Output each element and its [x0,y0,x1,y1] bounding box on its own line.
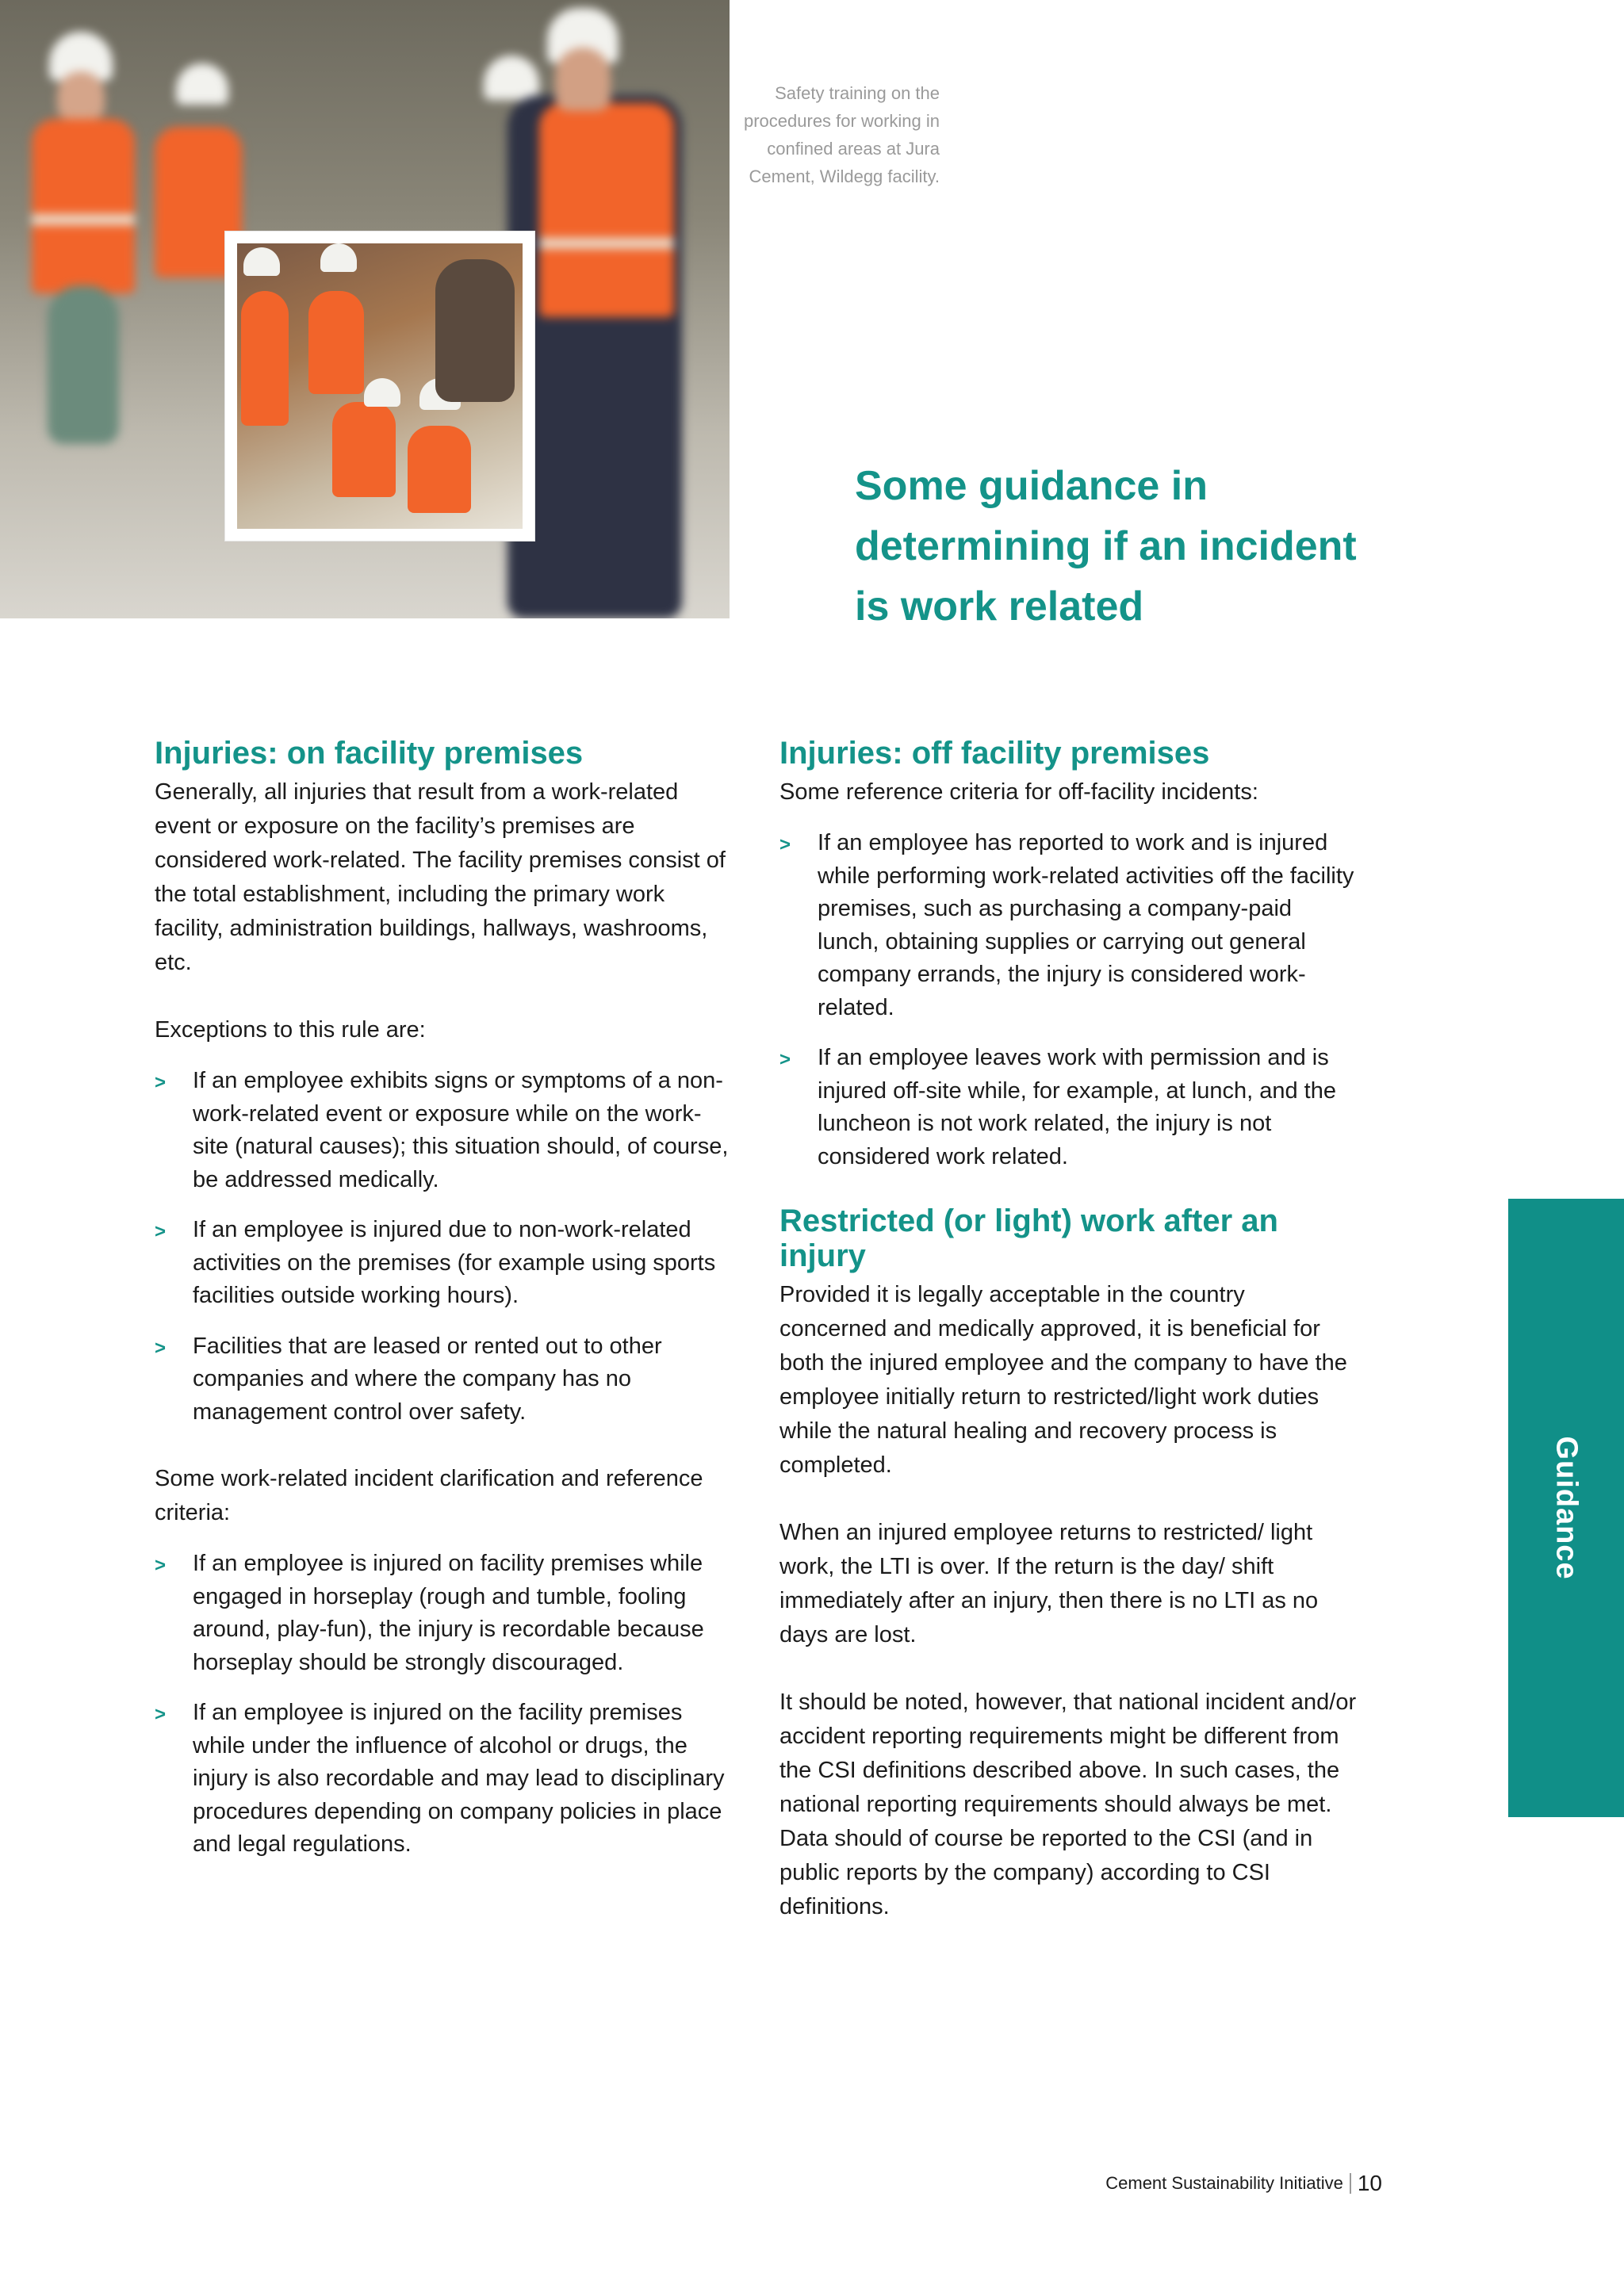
chevron-right-icon: > [779,1049,791,1070]
list-item-text: If an employee is injured on the facility premises while under the influence of alcohol or drugs, the injury is also recordable and may lead to disciplinary procedures depending on company policies in place and legal regulations. [193,1700,725,1857]
restricted-paragraph: It should be noted, however, that national incident and/or accident reporting requirements might be different from the CSI definitions described above. In such cases, the national reporting requirements should always be met. Data should of course be reported to the CSI (and in public reports by the company) according to CSI definitions. [779,1689,1357,1919]
chevron-right-icon: > [155,1221,167,1242]
page-number: 10 [1357,2171,1382,2195]
section-tab [1508,1199,1624,1817]
restricted-paragraph: Provided it is legally acceptable in the country concerned and medically approved, it is beneficial for both the injured employee and the company to have the employee initially return to restricted/light work duties while the natural healing and recovery process is completed. [779,1282,1347,1478]
list-item-text: If an employee is injured on facility premises while engaged in horseplay (rough and tumble, fooling around, play-fun), the injury is recordable because horseplay should be strongly discouraged. [193,1551,704,1675]
chevron-right-icon: > [779,834,791,855]
list-item [779,1042,1358,1173]
list-item-text: If an employee has reported to work and is injured while performing work-related activities off the facility premises, such as purchasing a company-paid lunch, obtaining supplies or carrying out general company errands, the injury is considered work-related. [818,830,1354,1020]
inset-photo-frame [225,232,534,541]
chevron-right-icon: > [155,1337,167,1359]
list-item [155,1697,733,1862]
list-item [779,827,1358,1024]
clarification-label: Some work-related incident clarification and reference criteria: [155,1466,703,1525]
list-item [155,1214,733,1313]
publication-name: Cement Sustainability Initiative [1105,2173,1343,2193]
list-item-text: If an employee exhibits signs or symptoms of a non-work-related event or exposure while on the work-site (natural causes); this situation should, of course, be addressed medically. [193,1068,729,1192]
inset-photo [237,243,523,529]
list-item-text: Facilities that are leased or rented out to other companies and where the company has no management control over safety. [193,1333,662,1425]
exceptions-label: Exceptions to this rule are: [155,1017,426,1043]
list-item [155,1330,733,1429]
page-headline: Some guidance in determining if an incident is work related [855,463,1357,629]
chevron-right-icon: > [155,1072,167,1093]
off-premises-intro: Some reference criteria for off-facility incidents: [779,779,1258,805]
off-premises-heading: Injuries: off facility premises [779,736,1210,771]
on-premises-heading: Injuries: on facility premises [155,736,584,771]
footer-divider [1350,2173,1351,2194]
chevron-right-icon: > [155,1704,167,1725]
chevron-right-icon: > [155,1555,167,1576]
restricted-paragraph: When an injured employee returns to restricted/ light work, the LTI is over. If the return is the day/ shift immediately after an injury, then there is no LTI as no days are lost. [779,1520,1319,1647]
list-item-text: If an employee leaves work with permission and is injured off-site while, for example, at lunch, and the luncheon is not work related, the injury is not considered work related. [818,1045,1336,1169]
photo-caption: Safety training on the procedures for working in confined areas at Jura Cement, Wildegg facility. [743,83,940,186]
list-item-text: If an employee is injured due to non-work-related activities on the premises (for example using sports facilities outside working hours). [193,1217,716,1308]
section-tab-label: Guidance [1549,1436,1584,1580]
page-footer [1105,2171,1382,2196]
right-column [779,736,1358,1957]
on-premises-intro: Generally, all injuries that result from a work-related event or exposure on the facility’s premises are considered work-related. The facility premises consist of the total establishment, including the primary work facility, administration buildings, hallways, washrooms, etc. [155,779,726,975]
list-item [155,1065,733,1196]
left-column [155,736,733,1879]
restricted-work-heading: Restricted (or light) work after an injury [779,1203,1278,1273]
list-item [155,1548,733,1679]
